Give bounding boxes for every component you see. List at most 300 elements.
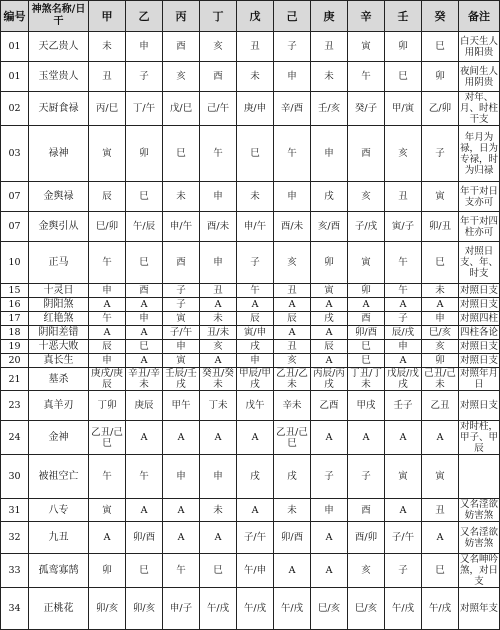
- row-number: 07: [1, 212, 29, 242]
- row-number: 19: [1, 340, 29, 354]
- remark-cell: 年干对日支亦可: [459, 182, 500, 212]
- remark-cell: 又名淫欲妨害煞: [460, 499, 499, 521]
- table-cell: 酉: [126, 284, 163, 298]
- header-gui: 癸: [422, 1, 459, 32]
- row-number: 15: [1, 284, 29, 298]
- table-cell: A: [163, 522, 200, 554]
- remark-cell: 又名呻吟煞，对日支: [460, 554, 499, 587]
- table-cell: 丑/未: [200, 326, 237, 340]
- row-number: 02: [1, 92, 29, 126]
- row-number: 10: [1, 242, 29, 284]
- table-cell: 乙丑/己巳: [89, 421, 126, 455]
- table-cell: A: [237, 298, 274, 312]
- shensha-name: 十灵日: [29, 284, 89, 298]
- table-cell: 戌: [237, 455, 274, 499]
- table-cell: 子: [348, 455, 385, 499]
- table-row: [1, 212, 500, 242]
- table-cell: A: [274, 298, 311, 312]
- table-cell: 丑: [422, 499, 459, 522]
- table-cell: 戌: [311, 182, 348, 212]
- table-cell: 午: [200, 126, 237, 182]
- table-cell: 申: [89, 354, 126, 368]
- table-row: [1, 340, 500, 354]
- remark-cell: 对照四柱: [460, 313, 499, 324]
- table-cell: 申/子: [163, 588, 200, 630]
- table-cell: 癸/子: [348, 92, 385, 126]
- table-cell: 卯: [89, 554, 126, 588]
- table-cell: 申: [126, 312, 163, 326]
- table-cell: 戊辰/戊戌: [385, 368, 422, 391]
- shensha-name: 九丑: [29, 522, 89, 554]
- shensha-name: 墓杀: [29, 368, 89, 391]
- table-cell: 子: [385, 312, 422, 326]
- table-cell: A: [126, 421, 163, 455]
- table-cell: 午: [385, 242, 422, 284]
- table-cell: 寅: [89, 499, 126, 522]
- table-cell: 卯: [311, 242, 348, 284]
- table-cell: 卯/丑: [422, 212, 459, 242]
- table-row: [1, 421, 500, 455]
- table-cell: 午: [163, 554, 200, 588]
- table-cell: 寅: [385, 455, 422, 499]
- table-cell: 酉: [163, 242, 200, 284]
- table-cell: 午: [274, 126, 311, 182]
- table-cell: 辛未: [274, 391, 311, 421]
- table-cell: 丙辰/丙戌: [311, 368, 348, 391]
- shensha-name: 金舆禄: [29, 182, 89, 212]
- table-cell: 戌: [237, 340, 274, 354]
- header-bing: 丙: [163, 1, 200, 32]
- table-cell: A: [311, 298, 348, 312]
- header-yi: 乙: [126, 1, 163, 32]
- table-cell: 寅: [311, 284, 348, 298]
- table-cell: 未: [422, 284, 459, 298]
- table-cell: 卯/酉: [348, 326, 385, 340]
- table-cell: 巳: [237, 126, 274, 182]
- table-cell: 子: [274, 32, 311, 62]
- header-row: [1, 1, 500, 32]
- table-cell: 丁/午: [126, 92, 163, 126]
- table-cell: 巳: [422, 554, 459, 588]
- table-cell: A: [200, 354, 237, 368]
- shensha-name: 天厨食禄: [29, 92, 89, 126]
- table-cell: 乙/卯: [422, 92, 459, 126]
- row-number: 33: [1, 554, 29, 588]
- table-cell: A: [385, 298, 422, 312]
- table-row: [1, 62, 500, 92]
- table-cell: 申: [274, 182, 311, 212]
- table-row: [1, 312, 500, 326]
- table-cell: 丑: [385, 182, 422, 212]
- table-cell: 酉/未: [200, 212, 237, 242]
- table-cell: 申: [274, 62, 311, 92]
- table-cell: 未: [163, 182, 200, 212]
- row-number: 24: [1, 421, 29, 455]
- table-cell: 卯: [385, 32, 422, 62]
- table-cell: 庚/申: [237, 92, 274, 126]
- table-cell: A: [311, 326, 348, 340]
- table-cell: 卯/酉: [126, 522, 163, 554]
- remark-cell: 对照年支: [459, 588, 500, 630]
- table-cell: A: [89, 522, 126, 554]
- table-cell: 子/戌: [348, 212, 385, 242]
- row-number: 32: [1, 522, 29, 554]
- row-number: 17: [1, 312, 29, 326]
- table-cell: 乙酉: [311, 391, 348, 421]
- table-cell: 未: [200, 312, 237, 326]
- table-cell: 午/戌: [422, 588, 459, 630]
- table-cell: 庚辰: [126, 391, 163, 421]
- table-cell: 午: [89, 312, 126, 326]
- shensha-name: 禄神: [29, 126, 89, 182]
- table-cell: 辛丑/辛未: [126, 368, 163, 391]
- table-cell: 辰: [311, 340, 348, 354]
- table-cell: A: [163, 421, 200, 455]
- table-cell: 酉/卯: [348, 522, 385, 554]
- header-ji: 己: [274, 1, 311, 32]
- table-cell: 卯/酉: [274, 522, 311, 554]
- table-row: [1, 92, 500, 126]
- table-row: [1, 126, 500, 182]
- table-cell: 子: [126, 62, 163, 92]
- table-row: [1, 298, 500, 312]
- row-number: 23: [1, 391, 29, 421]
- table-cell: 酉/未: [274, 212, 311, 242]
- row-number: 34: [1, 588, 29, 630]
- table-cell: 子/午: [385, 522, 422, 554]
- table-cell: 亥: [200, 32, 237, 62]
- remark-cell: 对时柱，甲子、甲辰: [460, 421, 499, 454]
- table-cell: 巳: [126, 182, 163, 212]
- table-cell: A: [126, 354, 163, 368]
- shensha-name: 正马: [29, 242, 89, 284]
- table-cell: 亥/酉: [311, 212, 348, 242]
- table-cell: 午: [348, 62, 385, 92]
- shensha-name: 正桃花: [29, 588, 89, 630]
- table-cell: 卯: [422, 354, 459, 368]
- table-cell: A: [348, 421, 385, 455]
- remark-cell: 又名淫欲妨害煞: [459, 522, 500, 554]
- table-cell: 申: [89, 284, 126, 298]
- table-cell: 巳: [126, 554, 163, 588]
- row-number: 31: [1, 499, 29, 522]
- row-number: 01: [1, 32, 29, 62]
- table-cell: 巳: [163, 126, 200, 182]
- table-cell: 寅: [89, 126, 126, 182]
- table-cell: 子: [237, 242, 274, 284]
- table-cell: 卯/亥: [89, 588, 126, 630]
- table-cell: A: [126, 326, 163, 340]
- remark-cell: 对照日支: [460, 355, 499, 366]
- table-cell: 子: [422, 126, 459, 182]
- table-cell: 亥: [274, 354, 311, 368]
- table-cell: 申: [163, 340, 200, 354]
- table-cell: 丑: [89, 62, 126, 92]
- table-cell: 戊午: [237, 391, 274, 421]
- table-cell: 巳: [422, 242, 459, 284]
- table-cell: 戌: [311, 312, 348, 326]
- table-cell: 申: [126, 32, 163, 62]
- table-cell: A: [89, 326, 126, 340]
- table-cell: 申: [200, 455, 237, 499]
- table-row: [1, 326, 500, 340]
- table-cell: 申/午: [237, 212, 274, 242]
- remark-cell: 对照日支: [460, 341, 499, 352]
- table-cell: 寅: [422, 182, 459, 212]
- row-number: 01: [1, 62, 29, 92]
- table-cell: 丑: [274, 284, 311, 298]
- table-cell: 午/戌: [385, 588, 422, 630]
- table-cell: A: [126, 499, 163, 522]
- table-cell: 亥: [348, 182, 385, 212]
- header-geng: 庚: [311, 1, 348, 32]
- table-cell: 丑: [200, 284, 237, 298]
- table-cell: 己/午: [200, 92, 237, 126]
- table-cell: 子: [311, 455, 348, 499]
- row-number: 16: [1, 298, 29, 312]
- table-cell: 辰/戌: [385, 326, 422, 340]
- table-cell: 巳/亥: [422, 326, 459, 340]
- table-cell: A: [274, 326, 311, 340]
- table-cell: 丁未: [200, 391, 237, 421]
- table-cell: 午: [237, 284, 274, 298]
- table-cell: 寅/申: [237, 326, 274, 340]
- table-row: [1, 588, 500, 630]
- table-row: [1, 368, 500, 391]
- table-cell: 亥: [385, 126, 422, 182]
- table-cell: 寅: [348, 242, 385, 284]
- shensha-name: 八专: [29, 499, 89, 522]
- table-cell: A: [311, 421, 348, 455]
- table-cell: 亥: [200, 340, 237, 354]
- table-row: [1, 499, 500, 522]
- table-cell: 巳/卯: [89, 212, 126, 242]
- table-cell: 申/午: [163, 212, 200, 242]
- shensha-name: 真羊刃: [29, 391, 89, 421]
- table-cell: 亥: [163, 62, 200, 92]
- table-cell: 未: [274, 499, 311, 522]
- table-cell: 亥: [422, 340, 459, 354]
- table-cell: 寅: [163, 354, 200, 368]
- table-cell: 壬子: [385, 391, 422, 421]
- table-cell: 亥: [348, 554, 385, 588]
- row-number: 07: [1, 182, 29, 212]
- table-cell: 寅/子: [385, 212, 422, 242]
- table-cell: 巳: [126, 340, 163, 354]
- table-cell: A: [274, 554, 311, 588]
- table-row: [1, 391, 500, 421]
- table-cell: 未: [237, 62, 274, 92]
- table-row: [1, 284, 500, 298]
- table-cell: 午/戌: [200, 588, 237, 630]
- table-cell: 巳: [348, 340, 385, 354]
- table-cell: 丑: [237, 32, 274, 62]
- table-cell: 辰: [89, 182, 126, 212]
- shensha-name: 金神: [29, 421, 89, 455]
- remark-cell: 四柱各论: [460, 327, 499, 338]
- table-cell: 酉: [200, 62, 237, 92]
- table-row: [1, 242, 500, 284]
- table-cell: A: [200, 522, 237, 554]
- table-cell: 午/戌: [274, 588, 311, 630]
- table-cell: 申: [311, 499, 348, 522]
- remark-cell: 年干对四柱亦可: [459, 212, 500, 242]
- table-cell: 巳: [348, 354, 385, 368]
- remark-cell: 对照日支: [460, 285, 499, 296]
- remark-cell: 年月为禄，日为专禄，时为归禄: [459, 126, 500, 182]
- header-ding: 丁: [200, 1, 237, 32]
- table-row: [1, 182, 500, 212]
- table-cell: A: [163, 499, 200, 522]
- header-ren: 壬: [385, 1, 422, 32]
- table-cell: 卯/亥: [126, 588, 163, 630]
- table-cell: 卯: [422, 62, 459, 92]
- table-cell: 乙丑/乙未: [274, 368, 311, 391]
- table-cell: 申: [200, 182, 237, 212]
- header-xin: 辛: [348, 1, 385, 32]
- table-cell: 子: [163, 298, 200, 312]
- table-cell: A: [200, 298, 237, 312]
- table-cell: 庚戌/庚辰: [89, 368, 126, 391]
- table-cell: A: [385, 354, 422, 368]
- shensha-name: 十恶大败: [29, 340, 89, 354]
- table-cell: 午/辰: [126, 212, 163, 242]
- table-cell: A: [422, 421, 459, 455]
- table-cell: 乙丑: [422, 391, 459, 421]
- table-cell: 午: [89, 455, 126, 499]
- table-cell: 甲戌: [348, 391, 385, 421]
- row-number: 18: [1, 326, 29, 340]
- remark-cell: 对年、月、时柱干支: [460, 92, 499, 125]
- table-cell: 巳: [385, 62, 422, 92]
- remark-cell: 对照日支: [460, 299, 499, 310]
- table-cell: 午: [385, 284, 422, 298]
- table-cell: 申: [163, 455, 200, 499]
- table-cell: 未: [311, 62, 348, 92]
- table-cell: 巳: [200, 554, 237, 588]
- table-cell: 子/午: [237, 522, 274, 554]
- table-cell: 甲/寅: [385, 92, 422, 126]
- table-row: [1, 32, 500, 62]
- table-cell: 壬/亥: [311, 92, 348, 126]
- table-cell: A: [126, 298, 163, 312]
- table-cell: 辰: [274, 312, 311, 326]
- shensha-name: 孤鸾寡鹄: [29, 554, 89, 588]
- table-cell: 甲辰/甲戌: [237, 368, 274, 391]
- table-cell: A: [385, 421, 422, 455]
- shensha-name: 阴阳煞: [29, 298, 89, 312]
- table-cell: 酉: [163, 32, 200, 62]
- table-cell: A: [311, 554, 348, 588]
- table-body: [1, 32, 500, 630]
- remark-cell: 对照日支、年、时支: [459, 242, 500, 284]
- table-cell: 辛/酉: [274, 92, 311, 126]
- table-cell: 亥: [274, 242, 311, 284]
- table-cell: 申: [200, 242, 237, 284]
- table-cell: 丙/巳: [89, 92, 126, 126]
- row-number: 20: [1, 354, 29, 368]
- table-cell: 戊/巳: [163, 92, 200, 126]
- shensha-name: 天乙贵人: [29, 32, 89, 62]
- table-cell: 未: [237, 182, 274, 212]
- table-cell: 癸丑/癸未: [200, 368, 237, 391]
- shensha-name: 金舆引从: [29, 212, 89, 242]
- table-row: [1, 354, 500, 368]
- table-cell: A: [237, 421, 274, 455]
- remark-cell: 对照年月日: [460, 368, 499, 390]
- table-cell: 己丑/己未: [422, 368, 459, 391]
- table-cell: 丑: [274, 340, 311, 354]
- table-cell: 丁卯: [89, 391, 126, 421]
- header-shensha-name: 神煞名称/日干: [29, 1, 89, 32]
- shensha-name: 红艳煞: [29, 312, 89, 326]
- table-cell: 午/戌: [237, 588, 274, 630]
- table-cell: 未: [200, 499, 237, 522]
- table-cell: 寅: [163, 312, 200, 326]
- table-cell: 酉: [348, 499, 385, 522]
- table-cell: A: [422, 298, 459, 312]
- table-cell: 寅: [422, 455, 459, 499]
- remark-cell: [459, 455, 500, 499]
- table-cell: 申: [311, 126, 348, 182]
- table-cell: 未: [89, 32, 126, 62]
- table-row: [1, 455, 500, 499]
- header-wu: 戊: [237, 1, 274, 32]
- shensha-name: 真长生: [29, 354, 89, 368]
- table-cell: A: [348, 298, 385, 312]
- header-number: 编号: [1, 1, 29, 32]
- row-number: 03: [1, 126, 29, 182]
- table-cell: 卯: [348, 284, 385, 298]
- table-cell: 巳/亥: [348, 588, 385, 630]
- table-cell: 丁丑/丁未: [348, 368, 385, 391]
- table-cell: 午/申: [237, 554, 274, 588]
- table-cell: 酉: [348, 126, 385, 182]
- table-row: [1, 554, 500, 588]
- table-cell: 申: [422, 312, 459, 326]
- table-cell: 辰: [89, 340, 126, 354]
- table-cell: A: [311, 522, 348, 554]
- table-cell: 子: [385, 554, 422, 588]
- table-cell: 乙丑/己巳: [274, 421, 311, 455]
- row-number: 21: [1, 368, 29, 391]
- table-cell: 丑: [311, 32, 348, 62]
- table-cell: 子: [163, 284, 200, 298]
- shensha-name: 玉堂贵人: [29, 62, 89, 92]
- header-remark: 备注: [459, 1, 500, 32]
- remark-cell: 夜间生人用阴贵: [459, 62, 500, 92]
- table-cell: A: [385, 499, 422, 522]
- table-cell: 巳: [422, 32, 459, 62]
- table-cell: 申: [385, 340, 422, 354]
- table-cell: 午: [126, 455, 163, 499]
- table-cell: A: [89, 298, 126, 312]
- shensha-name: 阴阳差错: [29, 326, 89, 340]
- table-cell: A: [237, 499, 274, 522]
- table-cell: 卯: [126, 126, 163, 182]
- header-jia: 甲: [89, 1, 126, 32]
- table-cell: 申: [237, 354, 274, 368]
- remark-cell: 白天生人用阳贵: [459, 32, 500, 62]
- table-cell: 甲午: [163, 391, 200, 421]
- table-cell: A: [200, 421, 237, 455]
- remark-cell: 对照日支: [459, 391, 500, 421]
- table-cell: A: [311, 354, 348, 368]
- table-row: [1, 522, 500, 554]
- table-cell: 壬辰/壬戌: [163, 368, 200, 391]
- table-cell: 辰: [237, 312, 274, 326]
- table-cell: 寅: [348, 32, 385, 62]
